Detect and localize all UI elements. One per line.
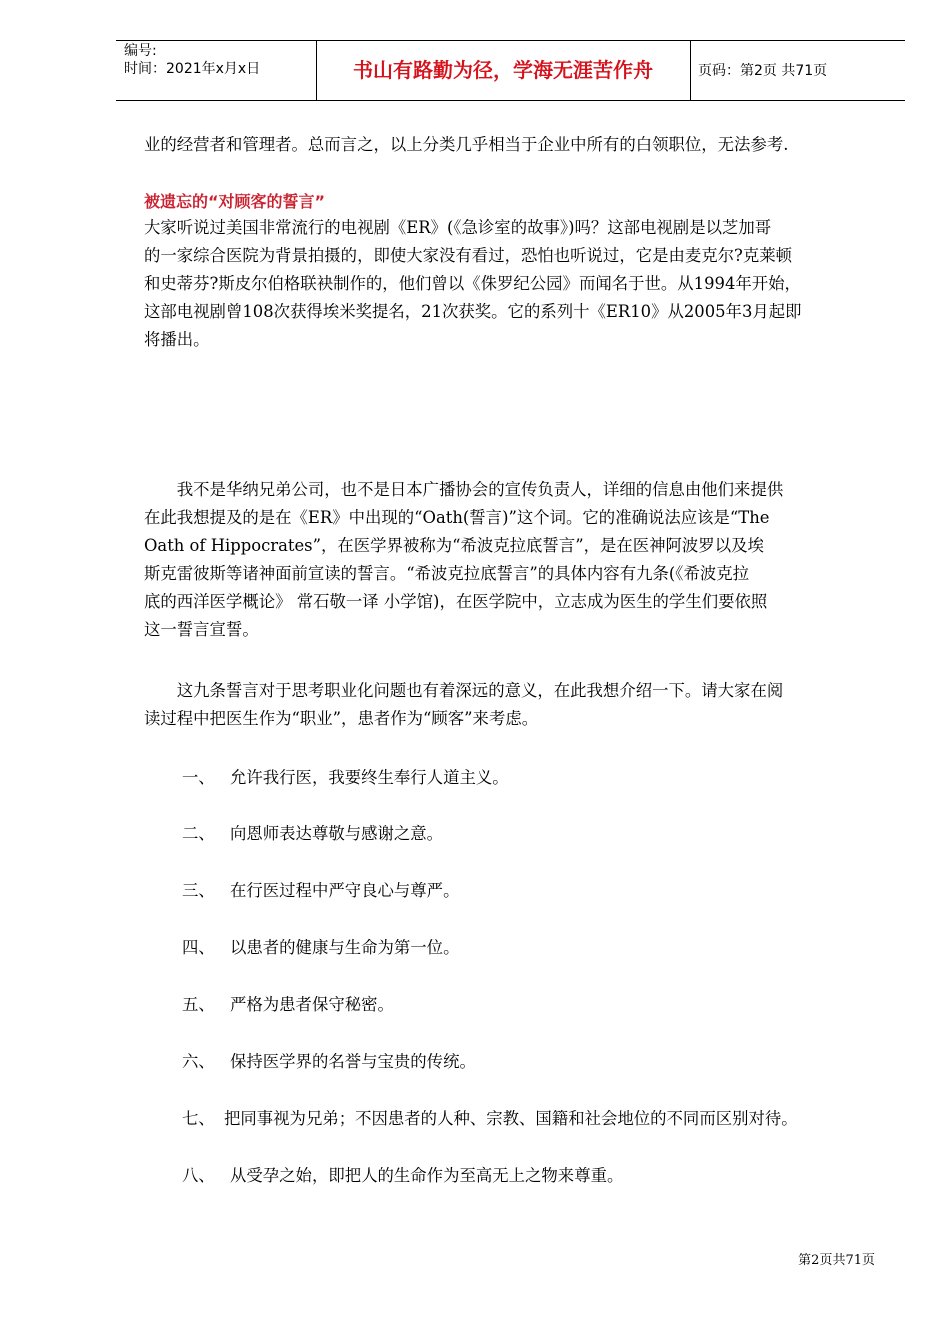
oath-text: 从受孕之始，即把人的生命作为至高无上之物来尊重。 <box>230 1166 624 1185</box>
oath-text: 允许我行医，我要终生奉行人道主义。 <box>230 768 509 787</box>
text-line: Oath of Hippocrates”，在医学界被称为“希波克拉底誓言”，是在医神阿波罗以及埃 <box>144 536 764 555</box>
oath-item-6 <box>182 1049 476 1075</box>
oath-text: 把同事视为兄弟；不因患者的人种、宗教、国籍和社会地位的不同而区别对待。 <box>224 1109 798 1128</box>
oath-text: 以患者的健康与生命为第一位。 <box>230 938 460 957</box>
oath-number: 七、 <box>182 1109 215 1128</box>
oath-item-4 <box>182 935 459 961</box>
oath-item-2 <box>182 821 443 847</box>
text-line: 这九条誓言对于思考职业化问题也有着深远的意义，在此我想介绍一下。请大家在阅 <box>144 681 784 700</box>
oath-item-3 <box>182 878 459 904</box>
oath-text: 严格为患者保守秘密。 <box>230 995 394 1014</box>
oath-text: 向恩师表达尊敬与感谢之意。 <box>230 824 444 843</box>
document-date-label: 时间：2021年x月x日 <box>124 61 261 77</box>
paragraph-introduction-to-oaths <box>144 677 884 733</box>
oath-item-1 <box>182 765 509 791</box>
text-line: 的一家综合医院为背景拍摄的，即使大家没有看过，恐怕也听说过，它是由麦克尔?克莱顿 <box>144 246 793 265</box>
text-line: 在此我想提及的是在《ER》中出现的“Oath(誓言)”这个词。它的准确说法应该是“The <box>144 508 770 527</box>
text-line: 这部电视剧曾108次获得埃米奖提名，21次获奖。它的系列十《ER10》从2005年3月起即 <box>144 302 802 321</box>
oath-number: 三、 <box>182 881 215 900</box>
oath-text: 保持医学界的名誉与宝贵的传统。 <box>230 1052 476 1071</box>
oath-text: 在行医过程中严守良心与尊严。 <box>230 881 460 900</box>
text-line: 我不是华纳兄弟公司，也不是日本广播协会的宣传负责人，详细的信息由他们来提供 <box>144 480 784 499</box>
oath-item-8 <box>182 1163 623 1189</box>
text-line: 和史蒂芬?斯皮尔伯格联袂制作的，他们曾以《侏罗纪公园》而闻名于世。从1994年开始， <box>144 274 801 293</box>
oath-number: 八、 <box>182 1166 215 1185</box>
oath-number: 六、 <box>182 1052 215 1071</box>
text-line: 底的西洋医学概论》 常石敬一译 小学馆)，在医学院中，立志成为医生的学生们要依照 <box>144 592 768 611</box>
header-page-label: 页码：第2页 共71页 <box>698 63 828 79</box>
text-line: 大家听说过美国非常流行的电视剧《ER》(《急诊室的故事》)吗？这部电视剧是以芝加哥 <box>144 218 772 237</box>
oath-item-7 <box>182 1106 798 1132</box>
oath-number: 二、 <box>182 824 215 843</box>
paragraph-oath <box>144 476 884 644</box>
text-line: 业的经营者和管理者。总而言之，以上分类几乎相当于企业中所有的白领职位，无法参考. <box>144 135 789 154</box>
text-line: 将播出。 <box>144 330 210 349</box>
document-number-label: 编号: <box>124 43 157 59</box>
oath-item-5 <box>182 992 394 1018</box>
footer-page-number: 第2页共71页 <box>798 1253 875 1268</box>
section-heading: 被遗忘的“对顾客的誓言” <box>144 192 326 211</box>
header-divider-right <box>690 40 691 100</box>
oath-number: 四、 <box>182 938 215 957</box>
header-divider-left <box>316 40 317 100</box>
paragraph-er-series <box>144 214 884 354</box>
header-top-rule <box>116 40 905 41</box>
text-line: 斯克雷彼斯等诸神面前宣读的誓言。“希波克拉底誓言”的具体内容有九条(《希波克拉 <box>144 564 750 583</box>
header-motto: 书山有路勤为径，学海无涯苦作舟 <box>353 58 653 82</box>
text-line: 这一誓言宣誓。 <box>144 620 259 639</box>
header-bottom-rule <box>116 100 905 101</box>
text-line: 读过程中把医生作为“职业”，患者作为“顾客”来考虑。 <box>144 709 539 728</box>
oath-number: 五、 <box>182 995 215 1014</box>
paragraph-intro <box>144 131 884 159</box>
oath-number: 一、 <box>182 768 215 787</box>
